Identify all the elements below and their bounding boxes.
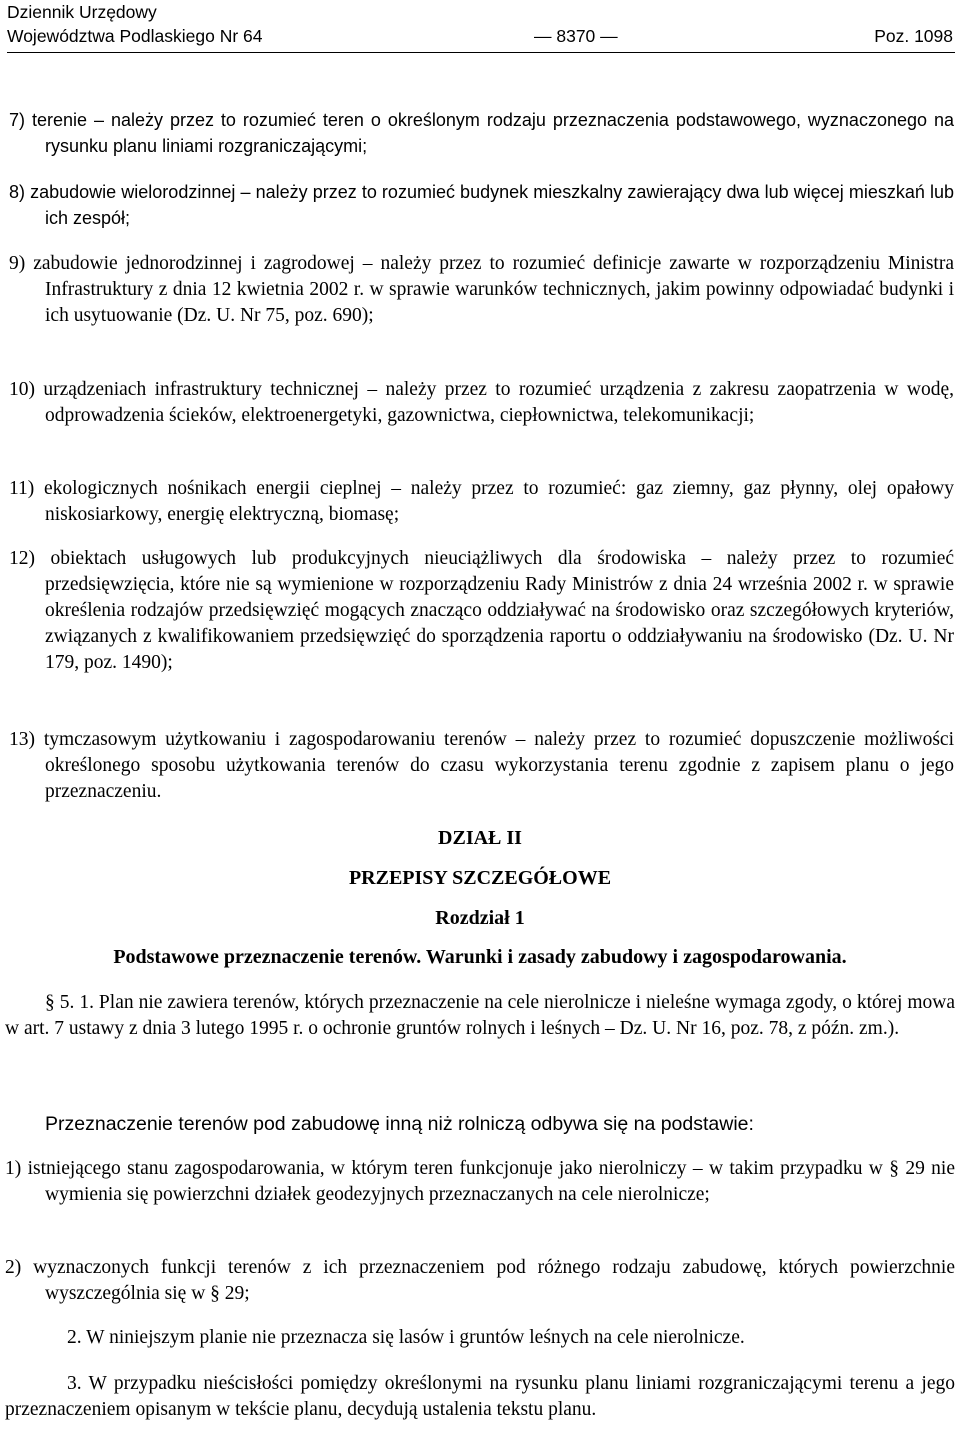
- item-text: wyznaczonych funkcji terenów z ich przeznaczeniem pod różnego rodzaju zabudowę, których powierzchnie wyszczególnia się w § 29;: [33, 1257, 955, 1304]
- section-heading: DZIAŁ II: [438, 827, 522, 849]
- item-text: obiektach usługowych lub produkcyjnych nieuciążliwych dla środowiska – należy przez to rozumieć przedsięwzięcia, które nie są wymienione w rozporządzeniu Rady Ministrów z dnia 24 września 2002 r. w sprawie określenia rodzajów przedsięwzięć mogących znacząco oddziaływać na środowisko oraz szczegółowych kryteriów, związanych z kwalifikowaniem przedsięwzięć do sporządzenia raportu o oddziaływaniu na środowisko (Dz. U. Nr 179, poz. 1490);: [45, 548, 955, 673]
- item-number: 10): [9, 379, 35, 400]
- chapter-title: Podstawowe przeznaczenie terenów. Warunki i zasady zabudowy i zagospodarowania.: [113, 946, 847, 968]
- position-number: Poz. 1098: [874, 26, 953, 46]
- item-number: 11): [9, 478, 35, 499]
- definition-item-8: [9, 179, 954, 231]
- point-3: 3. W przypadku nieścisłości pomiędzy określonymi na rysunku planu liniami rozgraniczającymi terenu a jego przeznaczeniem opisanym w tekście planu, decydują ustalenia tekstu planu.: [5, 1373, 955, 1420]
- item-number: 9): [9, 253, 26, 274]
- header-divider: [7, 52, 955, 53]
- item-number: 13): [9, 729, 35, 750]
- definition-item-9: [9, 251, 954, 329]
- item-number: 8): [9, 182, 26, 202]
- definition-item-10: [9, 377, 954, 429]
- section-title: PRZEPISY SZCZEGÓŁOWE: [348, 867, 612, 889]
- item-text: ekologicznych nośnikach energii cieplnej – należy przez to rozumieć: gaz ziemny, gaz płynny, olej opałowy niskosiarkowy, energię elektryczną, biomasę;: [44, 478, 955, 525]
- item-text: terenie – należy przez to rozumieć teren o określonym rodzaju przeznaczenia podstawowego, wyznaczonego na rysunku planu liniami rozgraniczającymi;: [31, 110, 954, 156]
- item-text: zabudowie wielorodzinnej – należy przez to rozumieć budynek mieszkalny zawierający dwa lub więcej mieszkań lub ich zespół;: [30, 182, 954, 228]
- point-2: 2. W niniejszym planie nie przeznacza się lasów i gruntów leśnych na cele nierolnicze.: [67, 1327, 745, 1348]
- item-number: 12): [9, 548, 35, 569]
- item-number: 1): [5, 1158, 22, 1179]
- item-number: 2): [5, 1257, 22, 1278]
- journal-title: Dziennik Urzędowy: [7, 2, 157, 22]
- intro-paragraph: Przeznaczenie terenów pod zabudowę inną niż rolniczą odbywa się na podstawie:: [45, 1113, 754, 1135]
- page-number: — 8370 —: [534, 26, 618, 46]
- item-text: urządzeniach infrastruktury technicznej – należy przez to rozumieć urządzenia z zakresu zaopatrzenia w wodę, odprowadzenia ścieków, elektroenergetyki, gazownictwa, ciepłownictwa, telekomunikacji;: [43, 379, 954, 426]
- definition-item-13: [9, 727, 954, 805]
- journal-subtitle: Województwa Podlaskiego Nr 64: [7, 26, 263, 46]
- definition-item-11: [9, 476, 954, 528]
- chapter-heading: Rozdział 1: [435, 907, 525, 929]
- document-header: [7, 0, 953, 48]
- definition-item-7: [9, 107, 954, 159]
- paragraph-5-1: § 5. 1. Plan nie zawiera terenów, których przeznaczenie na cele nierolnicze i nieleśne wymaga zgody, o której mowa w art. 7 ustawy z dnia 3 lutego 1995 r. o ochronie gruntów rolnych i leśnych – Dz. U. Nr 16, poz. 78, z późn. zm.).: [5, 992, 955, 1039]
- basis-item-1: [5, 1156, 955, 1208]
- item-text: zabudowie jednorodzinnej i zagrodowej – należy przez to rozumieć definicje zawarte w rozporządzeniu Ministra Infrastruktury z dnia 12 kwietnia 2002 r. w sprawie warunków technicznych, jakim powinny odpowiadać budynki i ich usytuowanie (Dz. U. Nr 75, poz. 690);: [33, 253, 955, 326]
- item-text: istniejącego stanu zagospodarowania, w którym teren funkcjonuje jako nierolniczy – w takim przypadku w § 29 nie wymienia się powierzchni działek geodezyjnych przeznaczanych na cele nierolnicze;: [27, 1158, 956, 1205]
- basis-item-2: [5, 1255, 955, 1307]
- item-text: tymczasowym użytkowaniu i zagospodarowaniu terenów – należy przez to rozumieć dopuszczenie możliwości określonego sposobu użytkowania terenów do czasu wykorzystania terenu zgodnie z zapisem planu o jego przeznaczeniu.: [43, 729, 954, 802]
- definition-item-12: [9, 546, 954, 676]
- item-number: 7): [9, 110, 26, 130]
